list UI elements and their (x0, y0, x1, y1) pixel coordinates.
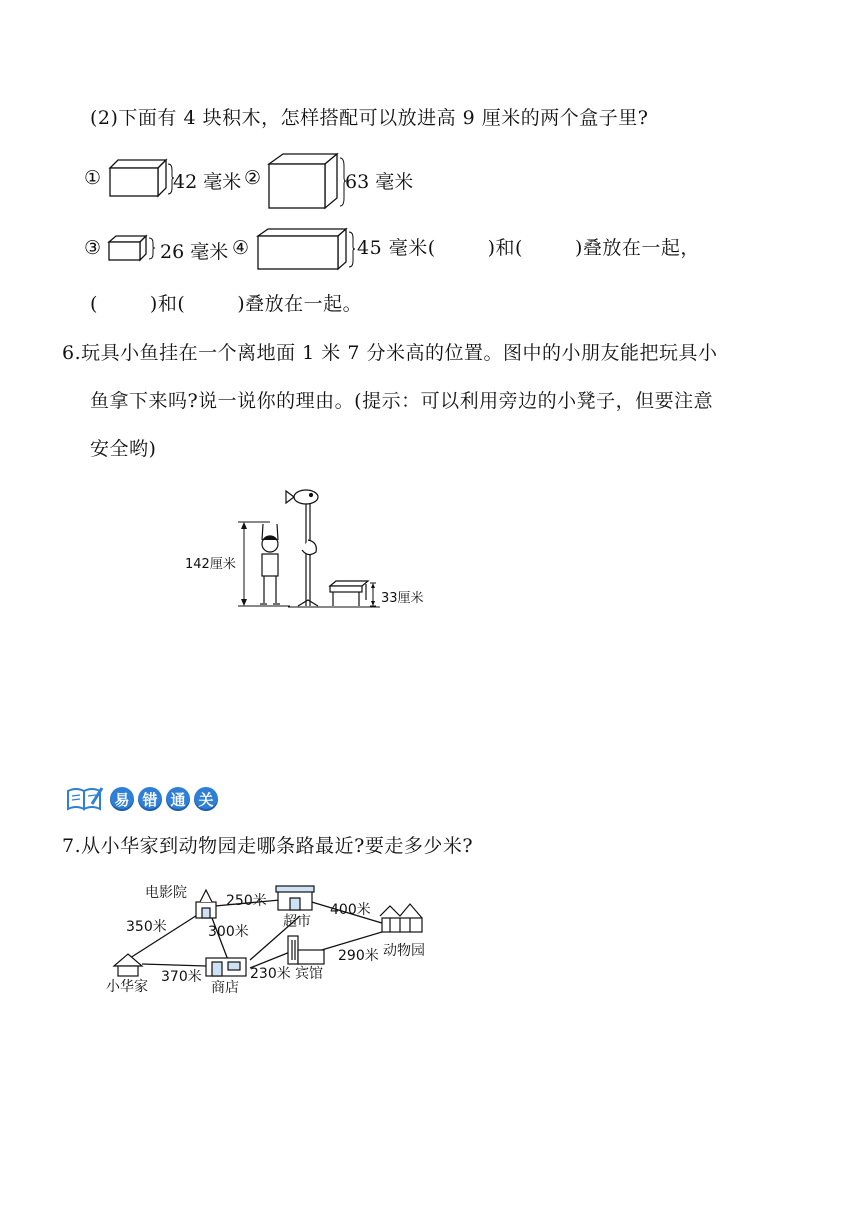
stool (330, 581, 368, 606)
place-home: 小华家 (106, 979, 148, 995)
block4-drawing (254, 226, 358, 272)
block4-label: 45 毫米 (357, 237, 428, 259)
block1-drawing (106, 156, 174, 198)
cinema-icon (196, 890, 216, 918)
block1-label: 42 毫米 (173, 171, 242, 193)
distance-cinema-shop: 300米 (208, 924, 249, 940)
q6-line-2: 鱼拿下来吗?说一说你的理由。(提示：可以利用旁边的小凳子，但要注意 (90, 390, 714, 412)
zoo-icon (380, 904, 422, 932)
q6-line-3: 安全哟) (90, 438, 157, 460)
place-hotel: 宾馆 (295, 966, 323, 982)
supermarket-icon (276, 886, 314, 910)
block2-drawing (265, 150, 347, 212)
book-pencil-icon (66, 786, 106, 812)
distance-home-cinema: 350米 (126, 919, 167, 935)
block1-number: ① (84, 167, 102, 189)
distance-home-shop: 370米 (161, 969, 202, 985)
distance-hotel-zoo: 290米 (338, 948, 379, 964)
place-shop: 商店 (211, 980, 239, 996)
banner-char-2: 错 (138, 787, 162, 811)
banner-char-4: 关 (194, 787, 218, 811)
stool-height-label: 33厘米 (381, 591, 424, 606)
stack-together-text: )叠放在一起。 (237, 293, 363, 315)
distance-supermarket-zoo: 400米 (330, 902, 371, 918)
block3-drawing (106, 233, 160, 263)
q6-line-1: 6.玩具小鱼挂在一个离地面 1 米 7 分米高的位置。图中的小朋友能把玩具小 (62, 342, 718, 364)
q7-question: 7.从小华家到动物园走哪条路最近?要走多少米? (62, 835, 474, 857)
block4-fill-line (357, 236, 700, 260)
paren-and: )和( (487, 237, 523, 259)
block3-number: ③ (84, 237, 102, 259)
place-supermarket: 超市 (283, 914, 311, 930)
stack-together-text: )叠放在一起， (574, 237, 700, 259)
shop-icon (206, 958, 246, 976)
home-icon (114, 954, 142, 976)
place-zoo: 动物园 (383, 943, 425, 959)
child-height-label: 142厘米 (185, 557, 236, 572)
paren-and: )和( (149, 293, 186, 315)
second-pair-line (90, 292, 362, 316)
block2-label: 63 毫米 (345, 171, 414, 193)
q5-part2-question: (2)下面有 4 块积木，怎样搭配可以放进高 9 厘米的两个盒子里? (90, 107, 649, 129)
place-cinema: 电影院 (145, 885, 187, 901)
child-figure (260, 524, 280, 604)
block2-number: ② (244, 167, 262, 189)
hotel-icon (288, 936, 324, 964)
block3-label: 26 毫米 (160, 241, 229, 263)
banner-char-3: 通 (166, 787, 190, 811)
block4-number: ④ (232, 237, 250, 259)
pole-with-fish (286, 490, 318, 606)
paren-open: ( (427, 237, 436, 259)
banner-char-1: 易 (110, 787, 134, 811)
distance-cinema-supermarket: 250米 (226, 893, 267, 909)
distance-shop-hotel: 230米 (250, 966, 291, 982)
paren-open: ( (90, 293, 98, 315)
section-banner (66, 786, 218, 812)
